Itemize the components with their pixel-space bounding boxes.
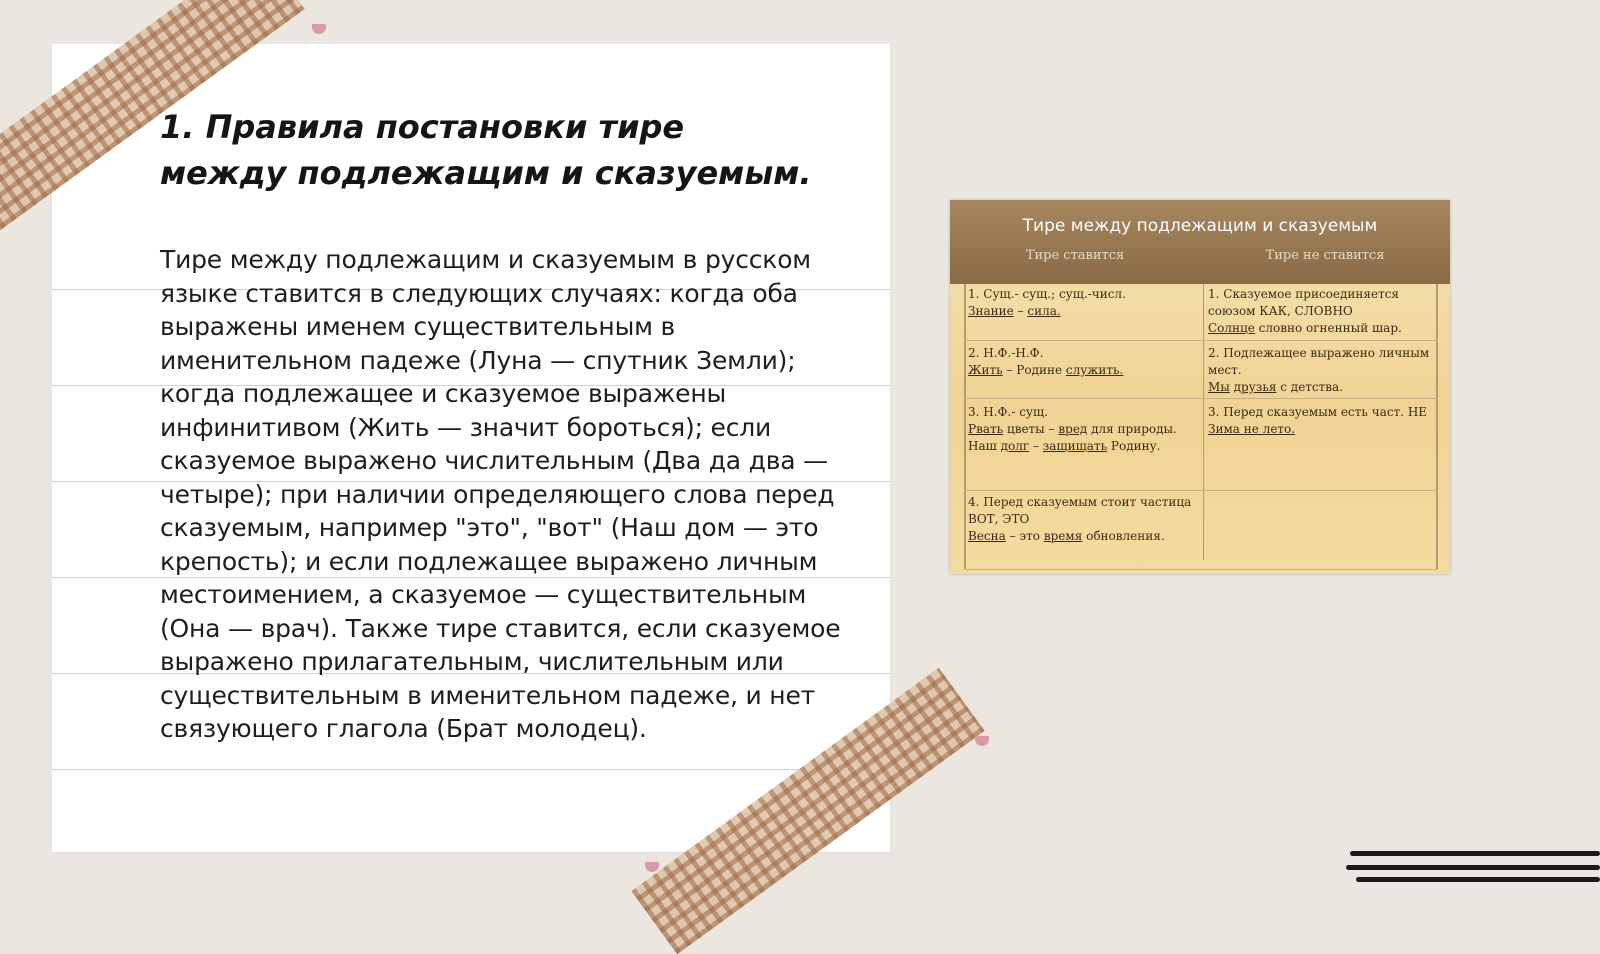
table-cell: 2. Подлежащее выражено личным мест. Мы друзья с детства.: [1208, 346, 1430, 394]
table-title: Тире между подлежащим и сказуемым: [1022, 216, 1378, 236]
tape-pin-icon: [975, 736, 989, 746]
table-cell: 4. Перед сказуемым стоит частица ВОТ, ЭТО Весна – это время обновления.: [968, 495, 1192, 543]
table-cell: 2. Н.Ф.-Н.Ф. Жить – Родине служить.: [968, 346, 1124, 377]
table-row-line: [964, 340, 1438, 341]
table-border-left: [964, 284, 966, 570]
rule-table-image: [950, 200, 1450, 574]
tape-pin-icon: [312, 24, 326, 34]
table-row-line: [964, 569, 1438, 570]
table-cell: 3. Перед сказуемым есть част. НЕ Зима не лето.: [1208, 405, 1428, 436]
table-row-line: [964, 398, 1438, 399]
slide-body-text: Тире между подлежащим и сказуемым в русском языке ставится в следующих случаях: когда оба выражены именем существительным в именительном падеже (Луна — спутник Земли); когда подлежащее и сказуемое выражены инфинитивом (Жить — значит бороться); если сказуемое выражено числительным (Два да два — четыре); при наличии определяющего слова перед сказуемым, например "это", "вот" (Наш дом — это крепость); и если подлежащее выражено личным местоимением, а сказуемое — существительным (Она — врач). Также тире ставится, если сказуемое выражено прилагательным, числительным или существительным в именительном падеже, и нет связующего глагола (Брат молодец).: [160, 245, 841, 743]
table-cell: 1. Сказуемое присоединяется союзом КАК, СЛОВНО Солнце словно огненный шар.: [1208, 287, 1402, 335]
paper-rule-line: [52, 769, 890, 770]
table-row-line: [964, 490, 1438, 491]
table-divider: [1203, 284, 1204, 560]
brush-stripe: [1350, 851, 1600, 856]
tape-pin-icon: [645, 862, 659, 872]
decorative-brush-stripes: [1350, 847, 1600, 887]
table-cell: 1. Сущ.- сущ.; сущ.-числ. Знание – сила.: [968, 287, 1126, 318]
brush-stripe: [1346, 865, 1600, 870]
table-cell: 3. Н.Ф.- сущ. Рвать цветы – вред для природы. Наш долг – защищать Родину.: [968, 405, 1177, 453]
table-header: [950, 200, 1450, 284]
slide-title: [160, 104, 860, 196]
slide-title-line2: между подлежащим и сказуемым.: [160, 154, 812, 192]
brush-stripe: [1356, 877, 1600, 882]
table-col-head-left: Тире ставится: [1025, 248, 1125, 263]
slide-title-line1: 1. Правила постановки тире: [160, 108, 685, 146]
table-col-head-right: Тире не ставится: [1265, 248, 1385, 263]
